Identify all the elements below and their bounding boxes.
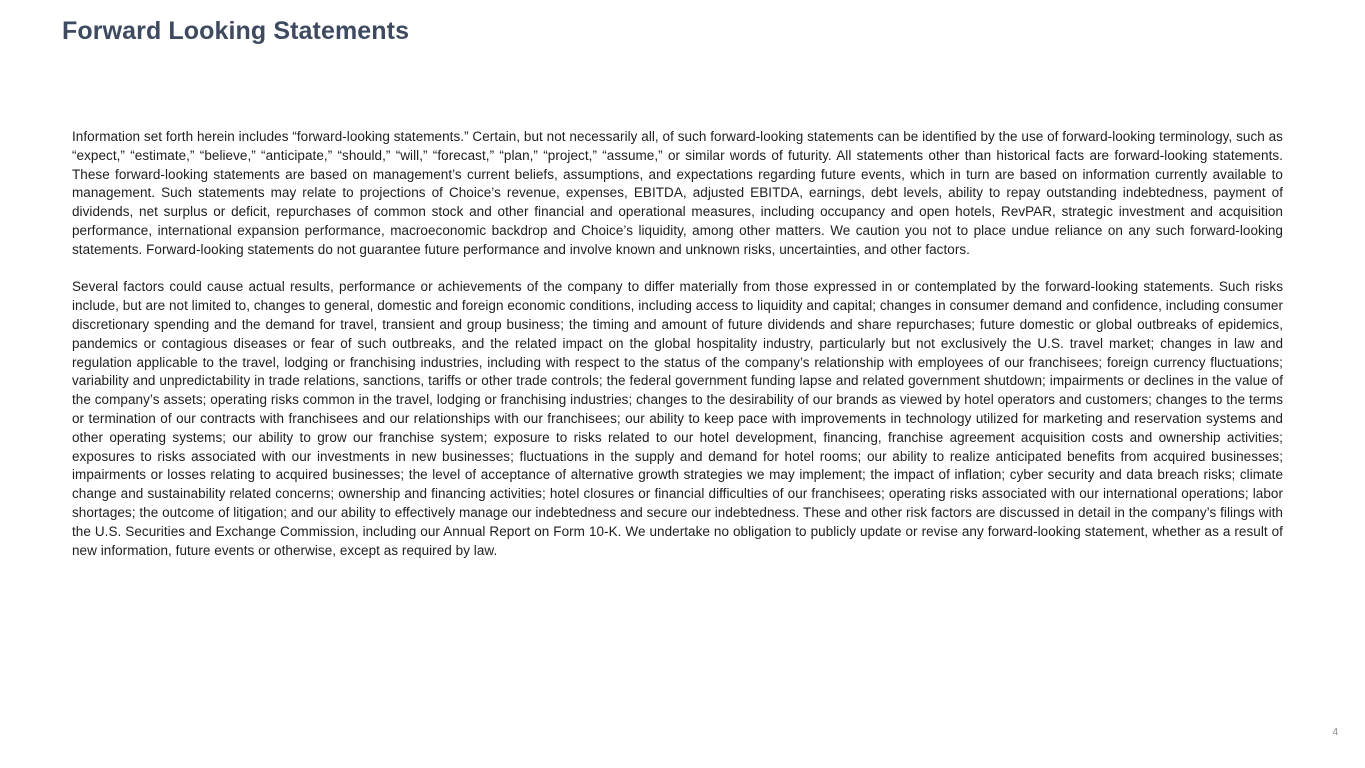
paragraph-risk-factors: Several factors could cause actual results, performance or achievements of the company to differ materially from those expressed in or contemplated by the forward-looking statements. Such risks include, but are not limited to, changes to general, domestic and foreign economic conditions, including access to liquidity and capital; changes in consumer demand and confidence, including consumer discretionary spending and the demand for travel, transient and group business; the timing and amount of future dividends and share repurchases; future domestic or global outbreaks of epidemics, pandemics or contagious diseases or fear of such outbreaks, and the related impact on the global hospitality industry, particularly but not exclusively the U.S. travel market; changes in law and regulation applicable to the travel, lodging or franchising industries, including with respect to the status of the company’s relationship with employees of our franchisees; foreign currency fluctuations; variability and unpredictability in trade relations, sanctions, tariffs or other trade controls; the federal government funding lapse and related government shutdown; impairments or declines in the value of the company’s assets; operating risks common in the travel, lodging or franchising industries; changes to the desirability of our brands as viewed by hotel operators and customers; changes to the terms or termination of our contracts with franchisees and our relationships with our franchisees; our ability to keep pace with improvements in technology utilized for marketing and reservation systems and other operating systems; our ability to grow our franchise system; exposure to risks related to our hotel development, financing, franchise agreement acquisition costs and ownership activities; exposures to risks associated with our investments in new businesses; fluctuations in the supply and demand for hotel rooms; our ability to realize anticipated benefits from acquired businesses; impairments or losses relating to acquired businesses; the level of acceptance of alternative growth strategies we may implement; the impact of inflation; cyber security and data breach risks; climate change and sustainability related concerns; ownership and financing activities; hotel closures or financial difficulties of our franchisees; operating risks associated with our international operations; labor shortages; the outcome of litigation; and our ability to effectively manage our indebtedness and secure our indebtedness. These and other risk factors are discussed in detail in the company’s filings with the U.S. Securities and Exchange Commission, including our Annual Report on Form 10-K. We undertake no obligation to publicly update or revise any forward-looking statement, whether as a result of new information, future events or otherwise, except as required by law.: [72, 279, 1283, 558]
page-title: Forward Looking Statements: [62, 17, 410, 45]
page-number: 4: [1332, 727, 1338, 738]
paragraph-forward-looking-definition: Information set forth herein includes “forward-looking statements.” Certain, but not necessarily all, of such forward-looking statements can be identified by the use of forward-looking terminology, such as “expect,” “estimate,” “believe,” “anticipate,” “should,” “will,” “forecast,” “plan,” “project,” “assume,” or similar words of futurity. All statements other than historical facts are forward-looking statements. These forward-looking statements are based on management’s current beliefs, assumptions, and expectations regarding future events, which in turn are based on information currently available to management. Such statements may relate to projections of Choice’s revenue, expenses, EBITDA, adjusted EBITDA, earnings, debt levels, ability to repay outstanding indebtedness, payment of dividends, net surplus or deficit, repurchases of common stock and other financial and operational measures, including occupancy and open hotels, RevPAR, strategic investment and acquisition performance, international expansion performance, macroeconomic backdrop and Choice’s liquidity, among other matters. We caution you not to place undue reliance on any such forward-looking statements. Forward-looking statements do not guarantee future performance and involve known and unknown risks, uncertainties, and other factors.: [72, 129, 1283, 257]
forward-looking-statements-body: [72, 128, 1283, 579]
